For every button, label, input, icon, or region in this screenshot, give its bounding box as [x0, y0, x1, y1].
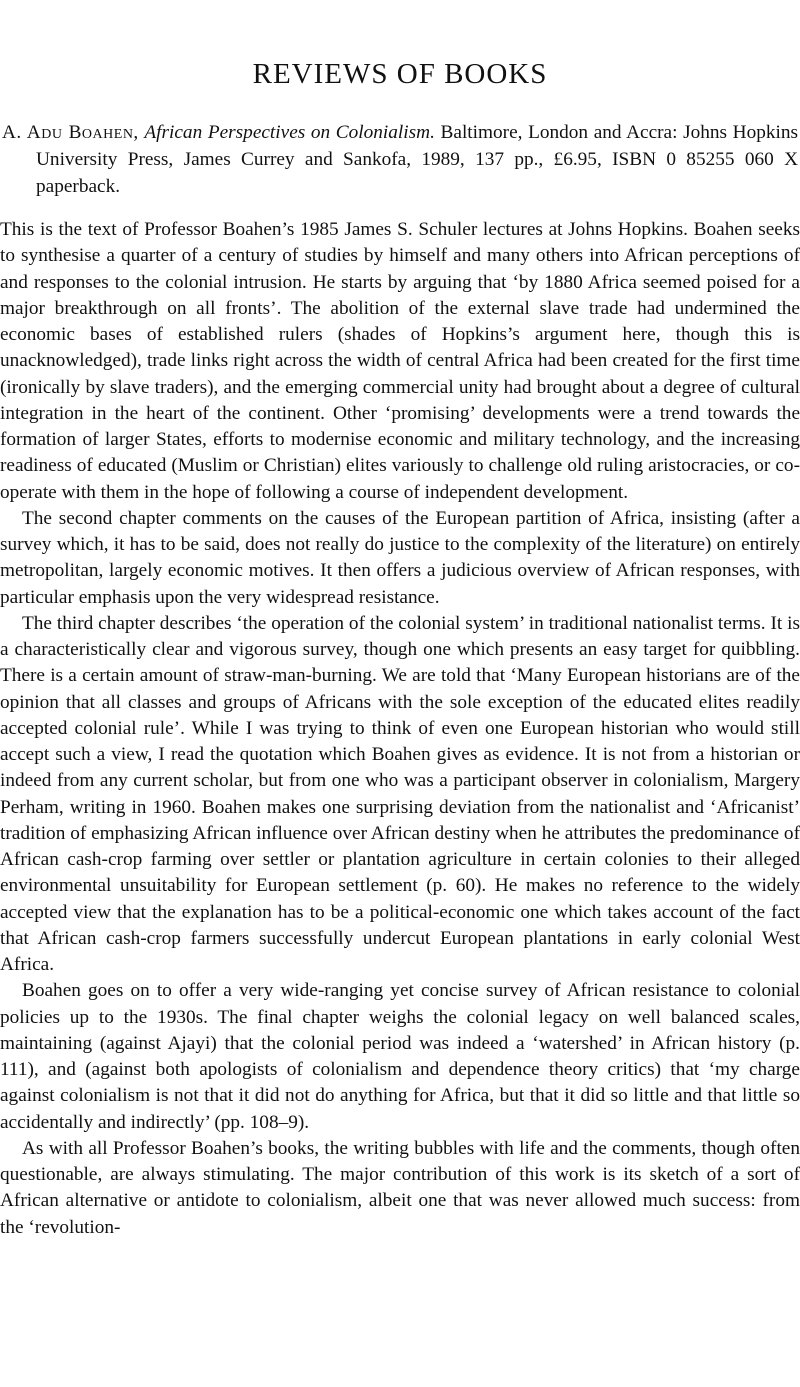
citation-author: A. Adu Boahen,	[2, 122, 139, 143]
review-paragraph-2: The second chapter comments on the causes of the European partition of Africa, insisting (after a survey which, it has to be said, does not really do justice to the complexity of the literature) on entirely metropolitan, largely economic motives. It then offers a judicious overview of African responses, with particular emphasis upon the very widespread resistance.	[0, 507, 800, 608]
review-paragraph-4: Boahen goes on to offer a very wide-ranging yet concise survey of African resistance to colonial policies up to the 1930s. The final chapter weighs the colonial legacy on well balanced scales, maintaining (against Ajayi) that the colonial period was indeed a ‘watershed’ in African history (p. 111), and (against both apologists of colonialism and dependence theory critics) that ‘my charge against colonialism is not that it did not do anything for Africa, but that it did so little and that little so accidentally and indirectly’ (pp. 108–9).	[0, 980, 800, 1133]
review-paragraph-3: The third chapter describes ‘the operation of the colonial system’ in traditional nationalist terms. It is a characteristically clear and vigorous survey, though one which presents an easy target for quibbling. There is a certain amount of straw-man-burning. We are told that ‘Many European historians are of the opinion that all classes and groups of Africans with the sole exception of the educated elites readily accepted colonial rule’. While I was trying to think of even one European historian who would still accept such a view, I read the quotation which Boahen gives as evidence. It is not from a historian or indeed from any current scholar, but from one who was a participant observer in colonialism, Margery Perham, writing in 1960. Boahen makes one surprising deviation from the nationalist and ‘Africanist’ tradition of emphasizing African influence over African destiny when he attributes the predominance of African cash-crop farming over settler or plantation agriculture in certain colonies to their alleged environmental unsuitability for European settlement (p. 60). He makes no reference to the widely accepted view that the explanation has to be a political-economic one which takes account of the fact that African cash-crop farmers successfully undercut European plantations in early colonial West Africa.	[0, 612, 800, 975]
citation-book-title: African Perspectives on Colonialism.	[144, 122, 435, 143]
citation-details: Baltimore, London and Accra: Johns Hopkins University Press, James Currey and Sankofa, 1989, 137 pp., £6.95, ISBN 0 85255 060 X paperback.	[36, 122, 798, 197]
book-citation	[2, 119, 798, 200]
section-heading: REVIEWS OF BOOKS	[252, 58, 548, 90]
review-paragraph-1: This is the text of Professor Boahen’s 1985 James S. Schuler lectures at Johns Hopkins. Boahen seeks to synthesise a quarter of a century of studies by himself and many others into African perceptions of and responses to the colonial intrusion. He starts by arguing that ‘by 1880 Africa seemed poised for a major breakthrough on all fronts’. The abolition of the external slave trade had undermined the economic bases of established rulers (shades of Hopkins’s argument here, though this is unacknowledged), trade links right across the width of central Africa had been created for the first time (ironically by slave traders), and the emerging commercial unity had brought about a degree of cultural integration in the heart of the continent. Other ‘promising’ developments were a trend towards the formation of larger States, efforts to modernise economic and military technology, and the increasing readiness of educated (Muslim or Christian) elites variously to challenge old ruling aristocracies, or co-operate with them in the hope of following a course of independent development.	[0, 219, 800, 503]
review-paragraph-5: As with all Professor Boahen’s books, the writing bubbles with life and the comments, though often questionable, are always stimulating. The major contribution of this work is its sketch of a sort of African alternative or antidote to colonialism, albeit one that was never allowed much success: from the ‘revolution-	[0, 1137, 800, 1238]
review-body	[0, 217, 800, 1241]
